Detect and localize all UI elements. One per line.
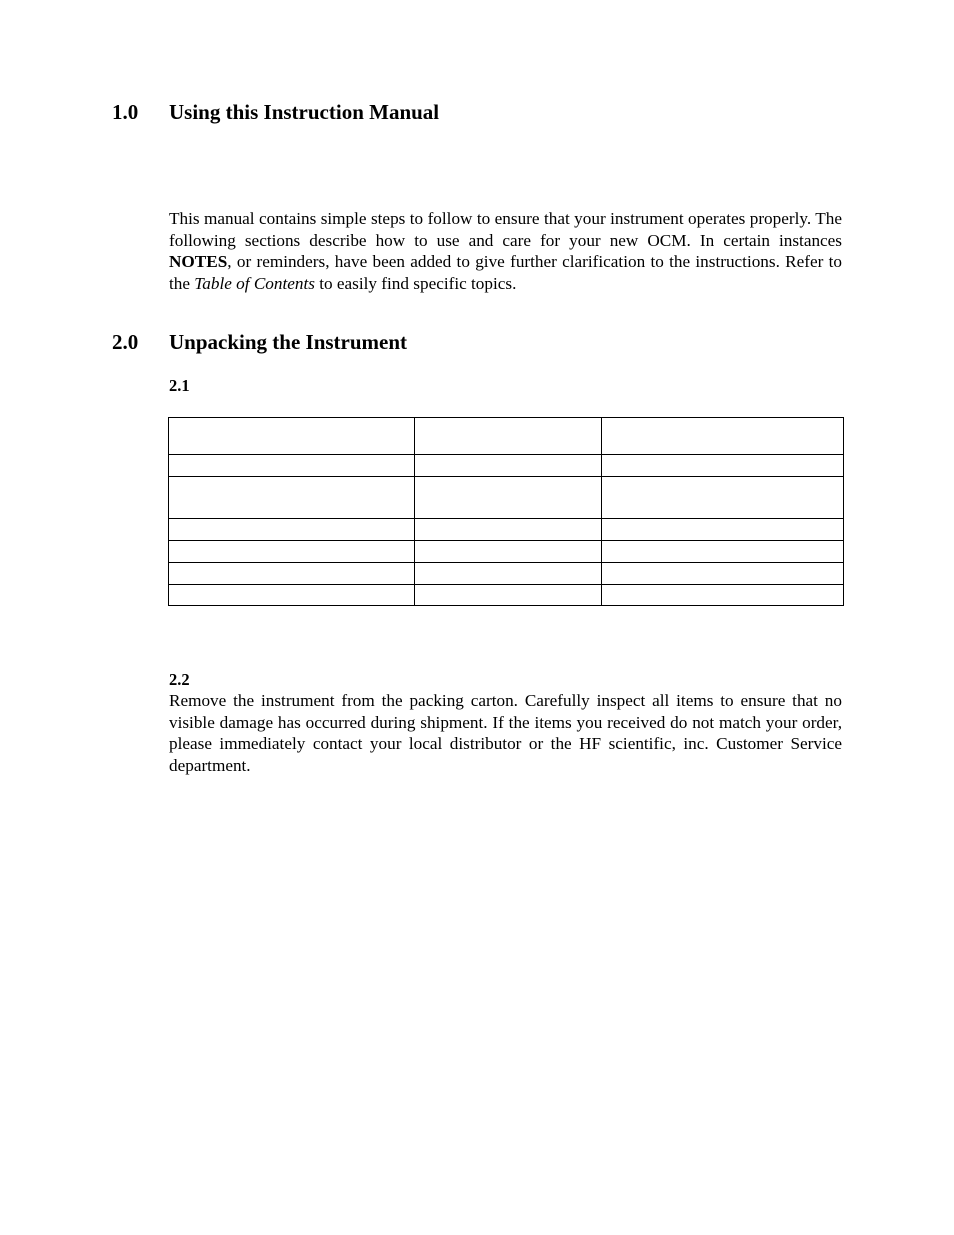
table-cell <box>169 541 415 563</box>
intro-text-1: This manual contains simple steps to follow to ensure that your instrument operates properly. The following sections describe how to use and care for your new OCM. In certain instances <box>169 209 842 250</box>
packing-list-table <box>168 417 844 606</box>
table-row <box>169 541 844 563</box>
section-1-title: Using this Instruction Manual <box>169 100 440 124</box>
table-row <box>169 455 844 477</box>
table-cell <box>602 541 844 563</box>
table-cell <box>602 418 844 455</box>
unpacking-paragraph: Remove the instrument from the packing carton. Carefully inspect all items to ensure that no visible damage has occurred during shipment. If the items you received do not match your order, please immediately contact your local distributor or the HF scientific, inc. Customer Service department. <box>169 691 842 775</box>
table-cell <box>602 455 844 477</box>
table-cell <box>169 418 415 455</box>
table-cell <box>602 585 844 606</box>
table-cell <box>415 585 602 606</box>
table-cell <box>602 519 844 541</box>
table-cell <box>415 455 602 477</box>
section-1-number: 1.0 <box>112 100 139 124</box>
table-row <box>169 519 844 541</box>
table-row <box>169 477 844 519</box>
subsection-2-2-number: 2.2 <box>169 670 190 689</box>
notes-emphasis: NOTES <box>169 252 228 271</box>
table-cell <box>169 519 415 541</box>
table-cell <box>602 563 844 585</box>
table-of-contents-reference: Table of Contents <box>194 273 315 293</box>
table-cell <box>415 541 602 563</box>
section-1-heading <box>112 100 439 124</box>
table-cell <box>169 563 415 585</box>
table-cell <box>169 585 415 606</box>
intro-text-3: to easily find specific topics. <box>314 273 517 293</box>
intro-text-2: , or reminders, have been added to give further clarification to the instructions. Refer to the <box>169 252 842 293</box>
table-row <box>169 585 844 606</box>
table-cell <box>169 455 415 477</box>
table-cell <box>415 418 602 455</box>
table-cell <box>169 477 415 519</box>
section-2-number: 2.0 <box>112 330 139 354</box>
table-cell <box>415 519 602 541</box>
section-2-title: Unpacking the Instrument <box>169 330 408 354</box>
table-row <box>169 418 844 455</box>
table-row <box>169 563 844 585</box>
subsection-2-1-number: 2.1 <box>169 376 190 395</box>
table-cell <box>415 477 602 519</box>
table-cell <box>415 563 602 585</box>
table-cell <box>602 477 844 519</box>
section-2-heading <box>112 330 407 354</box>
intro-paragraph <box>169 208 842 294</box>
